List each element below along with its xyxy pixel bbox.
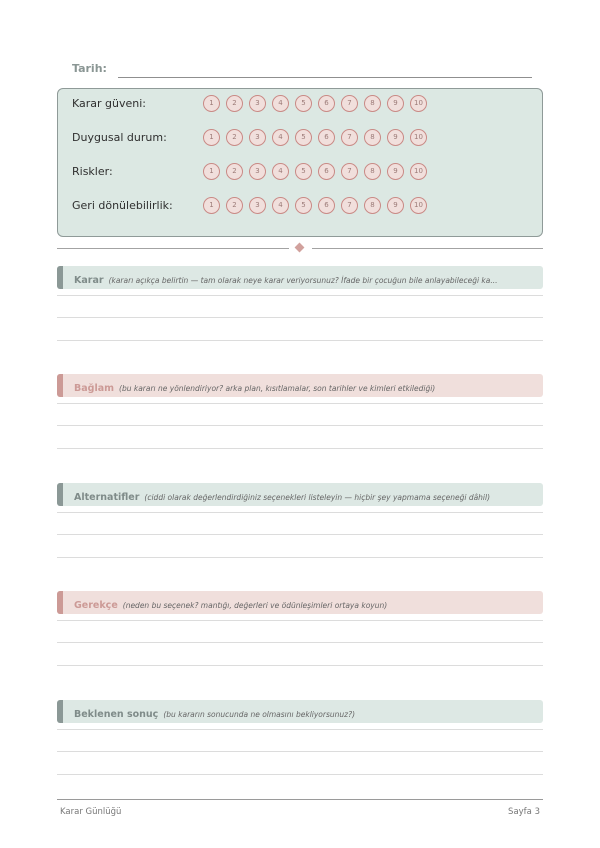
rating-circle-2[interactable]: 2: [226, 95, 243, 112]
section-title: Alternatifler: [74, 492, 140, 503]
section-title: Beklenen sonuç: [74, 709, 159, 720]
rating-circle-6[interactable]: 6: [318, 129, 335, 146]
section-title: Gerekçe: [74, 600, 118, 611]
rating-circle-2[interactable]: 2: [226, 163, 243, 180]
rating-circle-6[interactable]: 6: [318, 95, 335, 112]
section-title: Bağlam: [74, 383, 115, 394]
rating-circle-2[interactable]: 2: [226, 129, 243, 146]
section-hint: (ciddi olarak değerlendirdiğiniz seçenekleri listeleyin — hiçbir şey yapmama seçeneği dâhil): [144, 493, 491, 502]
date-input-line[interactable]: [118, 77, 532, 78]
section-header: [57, 591, 543, 614]
rating-circle-4[interactable]: 4: [272, 197, 289, 214]
section-hint: (bu kararın sonucunda ne olmasını bekliyorsunuz?): [163, 710, 355, 719]
writing-line[interactable]: [57, 425, 543, 426]
section-header: [57, 483, 543, 506]
section-baglam: [57, 374, 543, 397]
rating-circle-7[interactable]: 7: [341, 129, 358, 146]
rating-circle-9[interactable]: 9: [387, 129, 404, 146]
rating-circle-1[interactable]: 1: [203, 129, 220, 146]
writing-line[interactable]: [57, 403, 543, 404]
ornament-divider: [57, 243, 543, 253]
section-hint: (neden bu seçenek? mantığı, değerleri ve ödünleşimleri ortaya koyun): [122, 601, 388, 610]
writing-line[interactable]: [57, 557, 543, 558]
rating-row-confidence: [72, 94, 532, 114]
rating-circle-1[interactable]: 1: [203, 163, 220, 180]
rating-circle-4[interactable]: 4: [272, 163, 289, 180]
rating-circle-9[interactable]: 9: [387, 197, 404, 214]
rating-circle-5[interactable]: 5: [295, 197, 312, 214]
section-accent-bar: [57, 483, 63, 506]
section-hint: (kararı açıkça belirtin — tam olarak neye karar veriyorsunuz? İfade bir çocuğun bile anlayabileceği ka...: [108, 276, 498, 285]
rating-panel: [57, 88, 543, 237]
section-header: [57, 266, 543, 289]
rating-circle-5[interactable]: 5: [295, 95, 312, 112]
section-title: Karar: [74, 275, 104, 286]
footer-divider: [57, 799, 543, 800]
rating-row-risks: [72, 162, 532, 182]
writing-line[interactable]: [57, 665, 543, 666]
rating-circle-3[interactable]: 3: [249, 95, 266, 112]
section-alternatifler: [57, 483, 543, 506]
rating-circle-5[interactable]: 5: [295, 163, 312, 180]
rating-circle-8[interactable]: 8: [364, 95, 381, 112]
rating-circle-1[interactable]: 1: [203, 197, 220, 214]
rating-circle-7[interactable]: 7: [341, 163, 358, 180]
rating-circle-3[interactable]: 3: [249, 129, 266, 146]
rating-circle-10[interactable]: 10: [410, 197, 427, 214]
rating-label: Duygusal durum:: [72, 131, 167, 144]
rating-row-reversibility: [72, 196, 532, 216]
rating-circle-3[interactable]: 3: [249, 163, 266, 180]
rating-circle-9[interactable]: 9: [387, 163, 404, 180]
rating-circle-3[interactable]: 3: [249, 197, 266, 214]
rating-circle-4[interactable]: 4: [272, 95, 289, 112]
rating-label: Riskler:: [72, 165, 113, 178]
rating-circle-2[interactable]: 2: [226, 197, 243, 214]
rating-circle-1[interactable]: 1: [203, 95, 220, 112]
rating-circle-10[interactable]: 10: [410, 95, 427, 112]
rating-circle-8[interactable]: 8: [364, 197, 381, 214]
writing-line[interactable]: [57, 620, 543, 621]
writing-line[interactable]: [57, 340, 543, 341]
section-hint: (bu kararı ne yönlendiriyor? arka plan, kısıtlamalar, son tarihler ve kimleri etkilediği): [119, 384, 436, 393]
footer-title: Karar Günlüğü: [60, 807, 122, 817]
writing-line[interactable]: [57, 512, 543, 513]
rating-label: Karar güveni:: [72, 97, 147, 110]
rating-circle-9[interactable]: 9: [387, 95, 404, 112]
page-number: Sayfa 3: [508, 807, 540, 817]
rating-circle-10[interactable]: 10: [410, 163, 427, 180]
writing-line[interactable]: [57, 642, 543, 643]
section-gerekce: [57, 591, 543, 614]
section-accent-bar: [57, 591, 63, 614]
date-label: Tarih:: [72, 62, 107, 75]
section-accent-bar: [57, 700, 63, 723]
rating-label: Geri dönülebilirlik:: [72, 199, 173, 212]
section-header: [57, 374, 543, 397]
rating-circle-7[interactable]: 7: [341, 95, 358, 112]
writing-line[interactable]: [57, 295, 543, 296]
section-accent-bar: [57, 374, 63, 397]
writing-line[interactable]: [57, 751, 543, 752]
rating-circle-7[interactable]: 7: [341, 197, 358, 214]
diamond-icon: [295, 243, 305, 253]
writing-line[interactable]: [57, 729, 543, 730]
rating-row-emotional-state: [72, 128, 532, 148]
rating-circle-8[interactable]: 8: [364, 129, 381, 146]
rating-circle-8[interactable]: 8: [364, 163, 381, 180]
writing-line[interactable]: [57, 774, 543, 775]
rating-circle-4[interactable]: 4: [272, 129, 289, 146]
section-karar: [57, 266, 543, 289]
section-header: [57, 700, 543, 723]
writing-line[interactable]: [57, 317, 543, 318]
writing-line[interactable]: [57, 448, 543, 449]
section-accent-bar: [57, 266, 63, 289]
rating-circle-5[interactable]: 5: [295, 129, 312, 146]
rating-circle-6[interactable]: 6: [318, 163, 335, 180]
writing-line[interactable]: [57, 534, 543, 535]
rating-circle-10[interactable]: 10: [410, 129, 427, 146]
date-row: [72, 62, 532, 80]
rating-circle-6[interactable]: 6: [318, 197, 335, 214]
section-beklenen-sonuc: [57, 700, 543, 723]
